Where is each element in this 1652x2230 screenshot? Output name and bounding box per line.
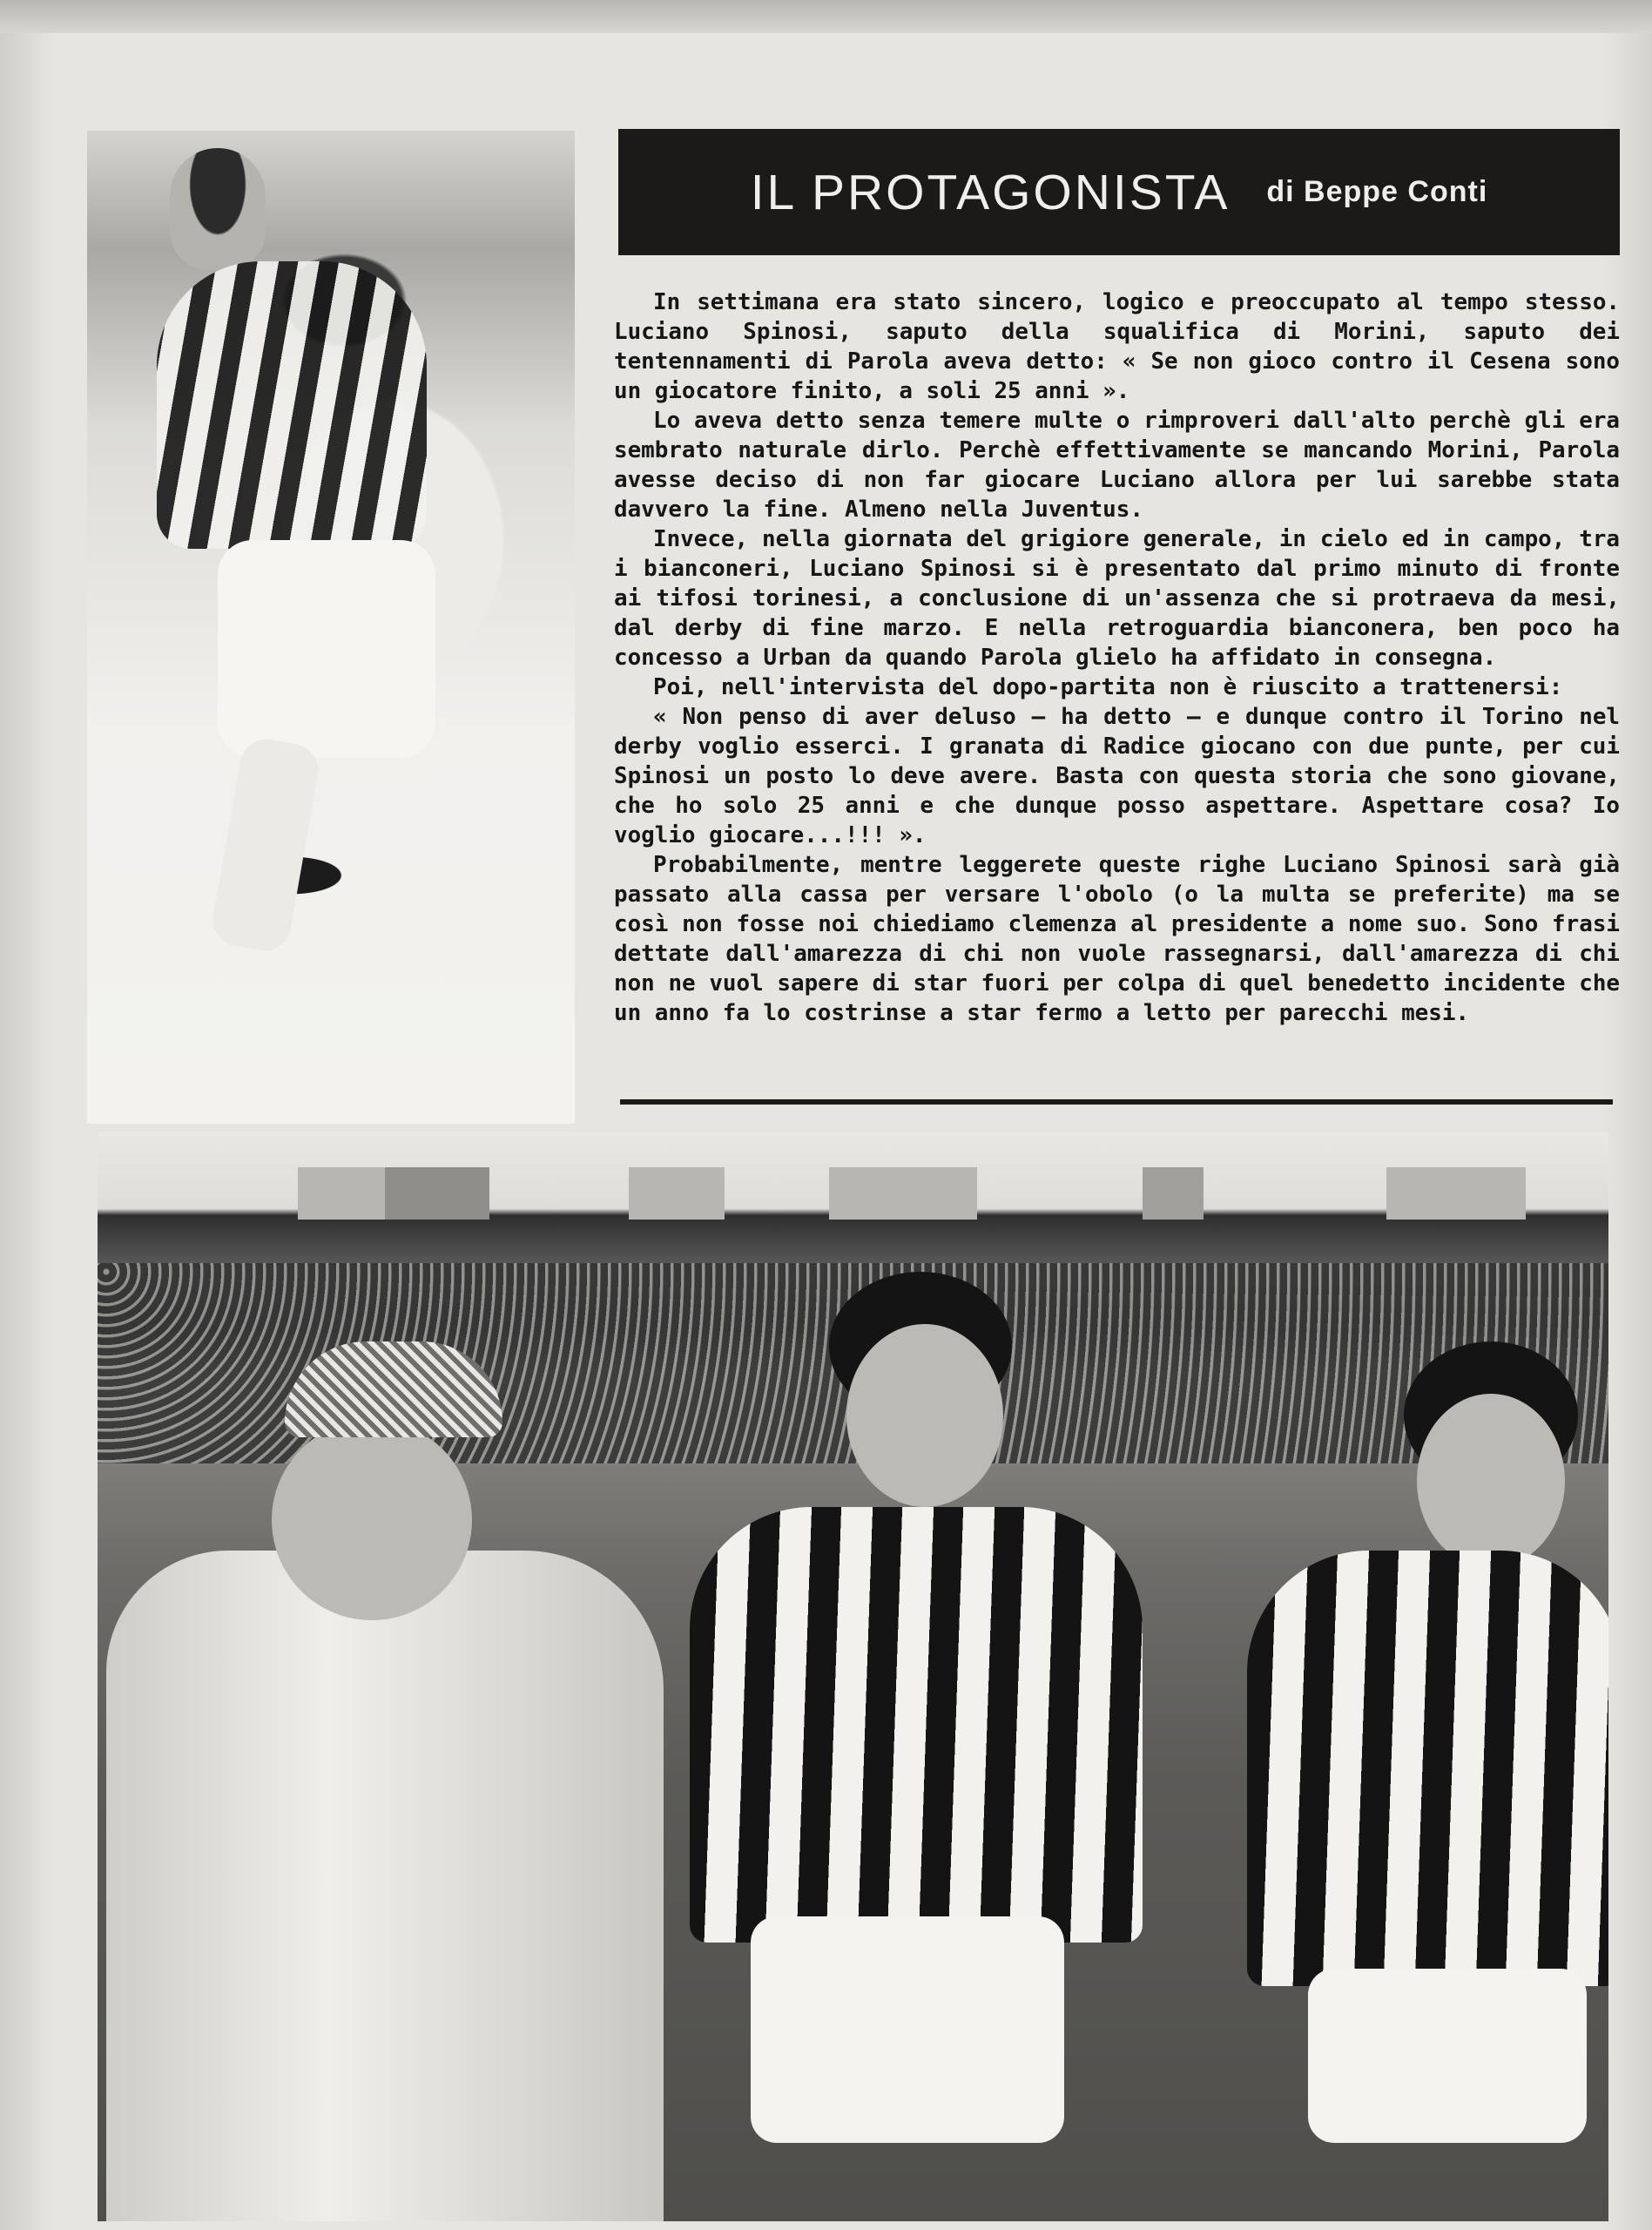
page-title: IL PROTAGONISTA xyxy=(750,164,1231,220)
author-byline: di Beppe Conti xyxy=(1266,175,1488,208)
article-paragraph: In settimana era stato sincero, logico e preoccupato al tempo stesso. Luciano Spinosi, saputo della squalifica di Morini, saputo dei tentennamenti di Parola aveva detto: « Se non gioco contro il Cesena sono un giocatore finito, a soli 25 anni ». xyxy=(614,289,1620,404)
player-shorts xyxy=(1308,1969,1587,2143)
article-body xyxy=(614,287,1620,1028)
article-paragraph: Poi, nell'intervista del dopo-partita non è riuscito a trattenersi: xyxy=(653,674,1563,700)
article-paragraph: Invece, nella giornata del grigiore generale, in cielo ed in campo, tra i bianconeri, Luciano Spinosi si è presentato dal primo minuto di fronte ai tifosi torinesi, a conclusione di un'assenza che si protraeva da mesi, dal derby di fine marzo. E nella retroguardia bianconera, ben poco ha concesso a Urban da quando Parola glielo ha affidato in consegna. xyxy=(614,526,1620,671)
ad-board xyxy=(1386,1167,1526,1220)
coach-face xyxy=(272,1420,472,1620)
divider-rule xyxy=(620,1099,1613,1105)
article-paragraph: « Non penso di aver deluso — ha detto — e dunque contro il Torino nel derby voglio esserci. I granata di Radice giocano con due punte, per cui Spinosi un posto lo deve avere. Basta con questa storia che sono giovane, che ho solo 25 anni e che dunque posso aspettare. Aspettare cosa? Io voglio giocare...!!! ». xyxy=(614,704,1620,848)
player-shorts xyxy=(751,1916,1064,2143)
photo-players-leaving-field xyxy=(98,1132,1608,2221)
ad-board xyxy=(829,1167,977,1220)
striped-jersey xyxy=(157,261,427,549)
ad-board xyxy=(1143,1167,1204,1220)
player-striped-jersey xyxy=(1247,1551,1608,1986)
player-striped-jersey xyxy=(690,1507,1143,1943)
photo-player-jumping xyxy=(87,131,575,1124)
player-face xyxy=(846,1324,1003,1507)
page-top-edge xyxy=(0,0,1652,33)
ad-board xyxy=(629,1167,725,1220)
title-banner xyxy=(618,129,1620,255)
player-face xyxy=(1417,1394,1565,1568)
player-shorts xyxy=(218,540,435,758)
player-leg xyxy=(209,735,322,955)
article-paragraph: Probabilmente, mentre leggerete queste righe Luciano Spinosi sarà già passato alla cassa per versare l'obolo (o la multa se preferite) ma se così non fosse noi chiediamo clemenza al presidente a nome suo. Sono frasi dettate dall'amarezza di chi non vuole rassegnarsi, dall'amarezza di chi non ne vuol sapere di star fuori per colpa di quel benedetto incidente che un anno fa lo costrinse a star fermo a letto per parecchi mesi. xyxy=(614,852,1620,1026)
ad-board xyxy=(385,1167,489,1220)
stadium-advertising xyxy=(98,1150,1608,1220)
coach-trenchcoat xyxy=(106,1551,664,2221)
player-head xyxy=(170,148,266,270)
article-paragraph: Lo aveva detto senza temere multe o rimproveri dall'alto perchè gli era sembrato naturale dirlo. Perchè effettivamente se mancando Morini, Parola avesse deciso di non far giocare Luciano allora per lui sarebbe stata davvero la fine. Almeno nella Juventus. xyxy=(614,408,1620,523)
